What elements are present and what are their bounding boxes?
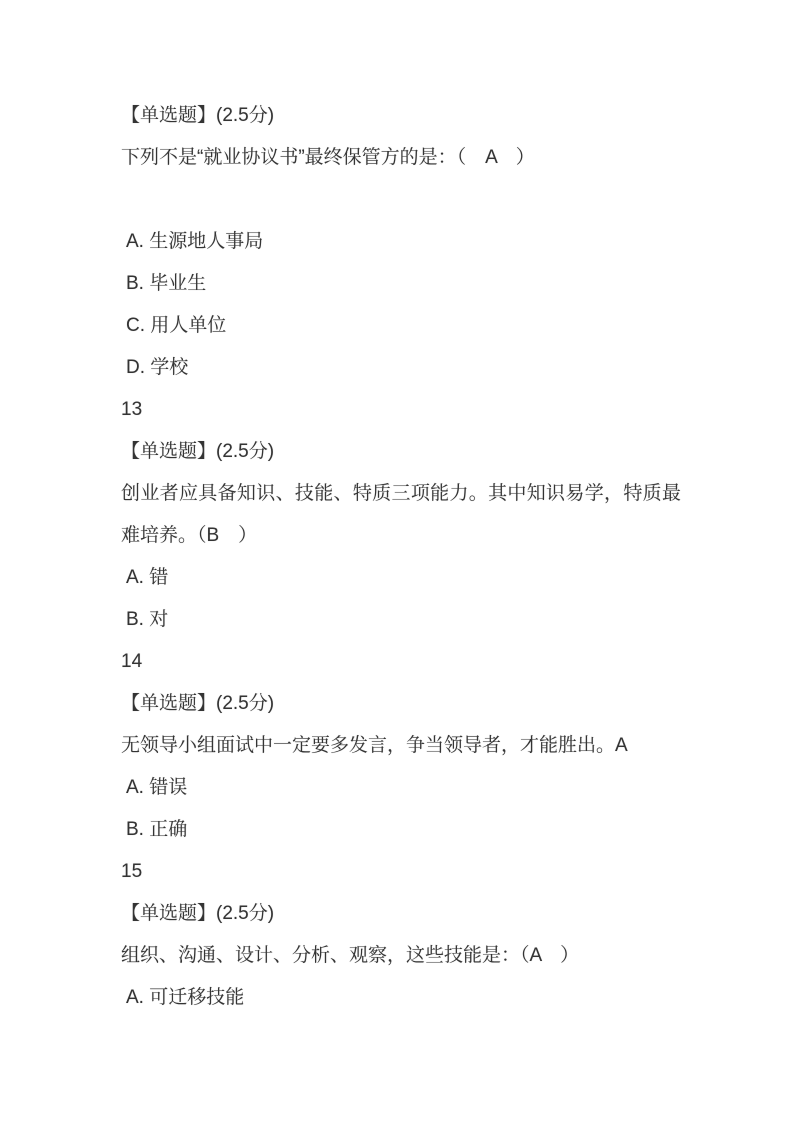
option-b: B. 毕业生 [126, 273, 207, 294]
question-text: 创业者应具备知识、技能、特质三项能力。其中知识易学，特质最难培养。（B ） [121, 483, 681, 546]
question-block-15 [121, 851, 681, 1019]
option-a: A. 生源地人事局 [126, 231, 264, 252]
question-type-label: 【单选题】(2.5分) [121, 105, 275, 126]
option-d: D. 学校 [126, 357, 189, 378]
option-a: A. 错 [126, 567, 169, 588]
question-number: 15 [121, 861, 143, 882]
question-number: 14 [121, 651, 143, 672]
question-text: 无领导小组面试中一定要多发言，争当领导者，才能胜出。A [121, 735, 628, 756]
option-a: A. 错误 [126, 777, 188, 798]
question-type-label: 【单选题】(2.5分) [121, 441, 275, 462]
question-block-12 [121, 95, 681, 389]
question-text: 组织、沟通、设计、分析、观察，这些技能是：（A ） [121, 945, 580, 966]
question-type-label: 【单选题】(2.5分) [121, 903, 275, 924]
option-b: B. 正确 [126, 819, 188, 840]
question-number: 13 [121, 399, 143, 420]
question-text: 下列不是“就业协议书”最终保管方的是：（ A ） [121, 147, 535, 168]
option-a: A. 可迁移技能 [126, 987, 245, 1008]
question-block-13 [121, 389, 681, 641]
question-type-label: 【单选题】(2.5分) [121, 693, 275, 714]
question-block-14 [121, 641, 681, 851]
blank-line [121, 179, 681, 221]
option-c: C. 用人单位 [126, 315, 227, 336]
option-b: B. 对 [126, 609, 169, 630]
